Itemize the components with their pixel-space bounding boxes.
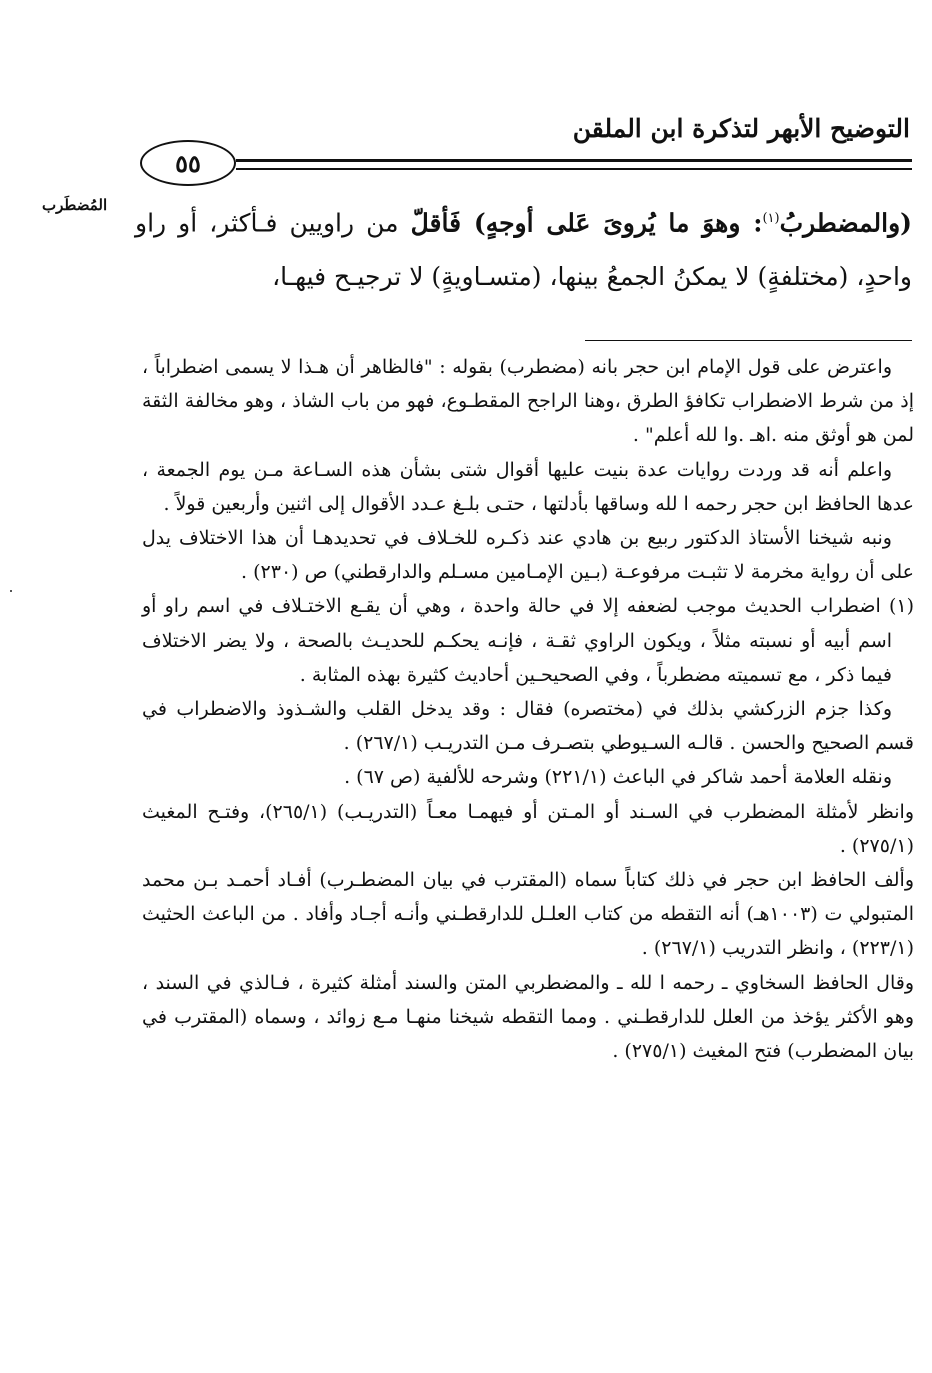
footnote-paragraph: واعترض على قول الإمام ابن حجر بانه (مضطرب) بقوله : "فالظاهر أن هـذا لا يسمى اضطراباً ، إذ من شرط الاضطراب تكافؤ الطرق ،وهنا الراجح المقطـوع، فهو من باب الشاذ ، وهو مخالفة الثقة لمن هو أوثق منه .اهـ .وا لله أعلم" . [142,356,914,447]
footnote-paragraph: وألف الحافظ ابن حجر في ذلك كتاباً سماه (المقترب في بيان المضطـرب) أفـاد أحمـد بـن محمد المتبولي ت (١٠٠٣هـ) أنه التقطه من كتاب العلـل للدارقطـني وأنـه أجـاد وأفاد . من الباعث الحثيث (٢٢٣/١) ، وانظر التدريب (٢٦٧/١) . [142,869,914,960]
main-lead-term: (والمضطربُ [779,208,913,238]
main-body-text [135,192,912,304]
footnote-paragraph: وكذا جزم الزركشي بذلك في (مختصره) فقال : وقد يدخل القلب والشـذوذ والاضطراب في قسم الصحيح والحسن . قالـه السـيوطي بتصـرف مـن التدريـب (٢٦٧/١) . [142,698,914,755]
main-definition-text: من راويين فـأكثر، أو راو واحدٍ، (مختلفةٍ) لا يمكنُ الجمعُ بينها، (متسـاويةٍ) لا ترجيـح فيهـا، [135,208,912,292]
page-number [140,140,236,186]
margin-topic-label: المُضطَرب [42,196,108,214]
running-header-title: التوضيح الأبهر لتذكرة ابن الملقن [572,114,910,143]
footnote-paragraph: وقال الحافظ السخاوي ـ رحمه ا لله ـ والمضطربي المتن والسند أمثلة كثيرة ، فـالذي في السند ، وهو الأكثر يؤخذ من العلل للدارقطـني . ومما التقطه شيخنا منهـا مـع زوائد ، وسماه (المقترب في بيان المضطرب) فتح المغيث (٢٧٥/١) . [142,971,914,1063]
footnote-paragraph: ونبه شيخنا الأستاذ الدكتور ربيع بن هادي عند ذكـره للخـلاف في تحديدهـا أن هذا الاختلاف يدل على أن رواية مخرمة لا تثبـت مرفوعـة (بـين الإمـامين مسـلم والدارقطني) ص (٢٣٠) . [142,527,914,584]
footnote-paragraph: وانظر لأمثلة المضطرب في السـند أو المـتن أو فيهمـا معـاً (التدريـب) (٢٦٥/١)، وفتـح المغيث (٢٧٥/١) . [142,800,915,857]
header-rule-thin [236,168,912,170]
footnote-1: (١) اضطراب الحديث موجب لضعفه إلا في حالة واحدة ، وهي أن يقـع الاختـلاف في اسم راو أو اسم أبيه أو نسبته مثلاً ، ويكون الراوي ثقـة ، فإنـه يحكـم للحديـث بالصحة ، ولا يضر الاختلاف فيما ذكر ، مع تسميته مضطرباً ، وفي الصحيحـين أحاديث كثيرة بهذه المثابة . [142,595,914,686]
footnote-paragraph: واعلم أنه قد وردت روايات عدة بنيت عليها أقوال شتى بشأن هذه السـاعة مـن يوم الجمعة ، عدها الحافظ ابن حجر رحمه ا لله وساقها بأدلتها ، حتـى بلـغ عـدد الأقوال إلى اثنين وأربعين قولاً . [142,458,914,515]
scan-speck [10,590,12,592]
footnote-paragraph: ونقله العلامة أحمد شاكر في الباعث (٢٢١/١) وشرحه للألفية (ص ٦٧) . [344,766,892,789]
main-definition-bold: : وهوَ ما يُروىَ عَلى أوجهٍ) فَأقلّ [410,208,763,238]
footnote-reference: (١) [762,211,780,226]
footnote-separator [585,340,912,341]
page-number-text: ٥٥ [175,148,201,178]
footnotes-section [142,350,914,1068]
header-rule-thick [236,159,912,162]
